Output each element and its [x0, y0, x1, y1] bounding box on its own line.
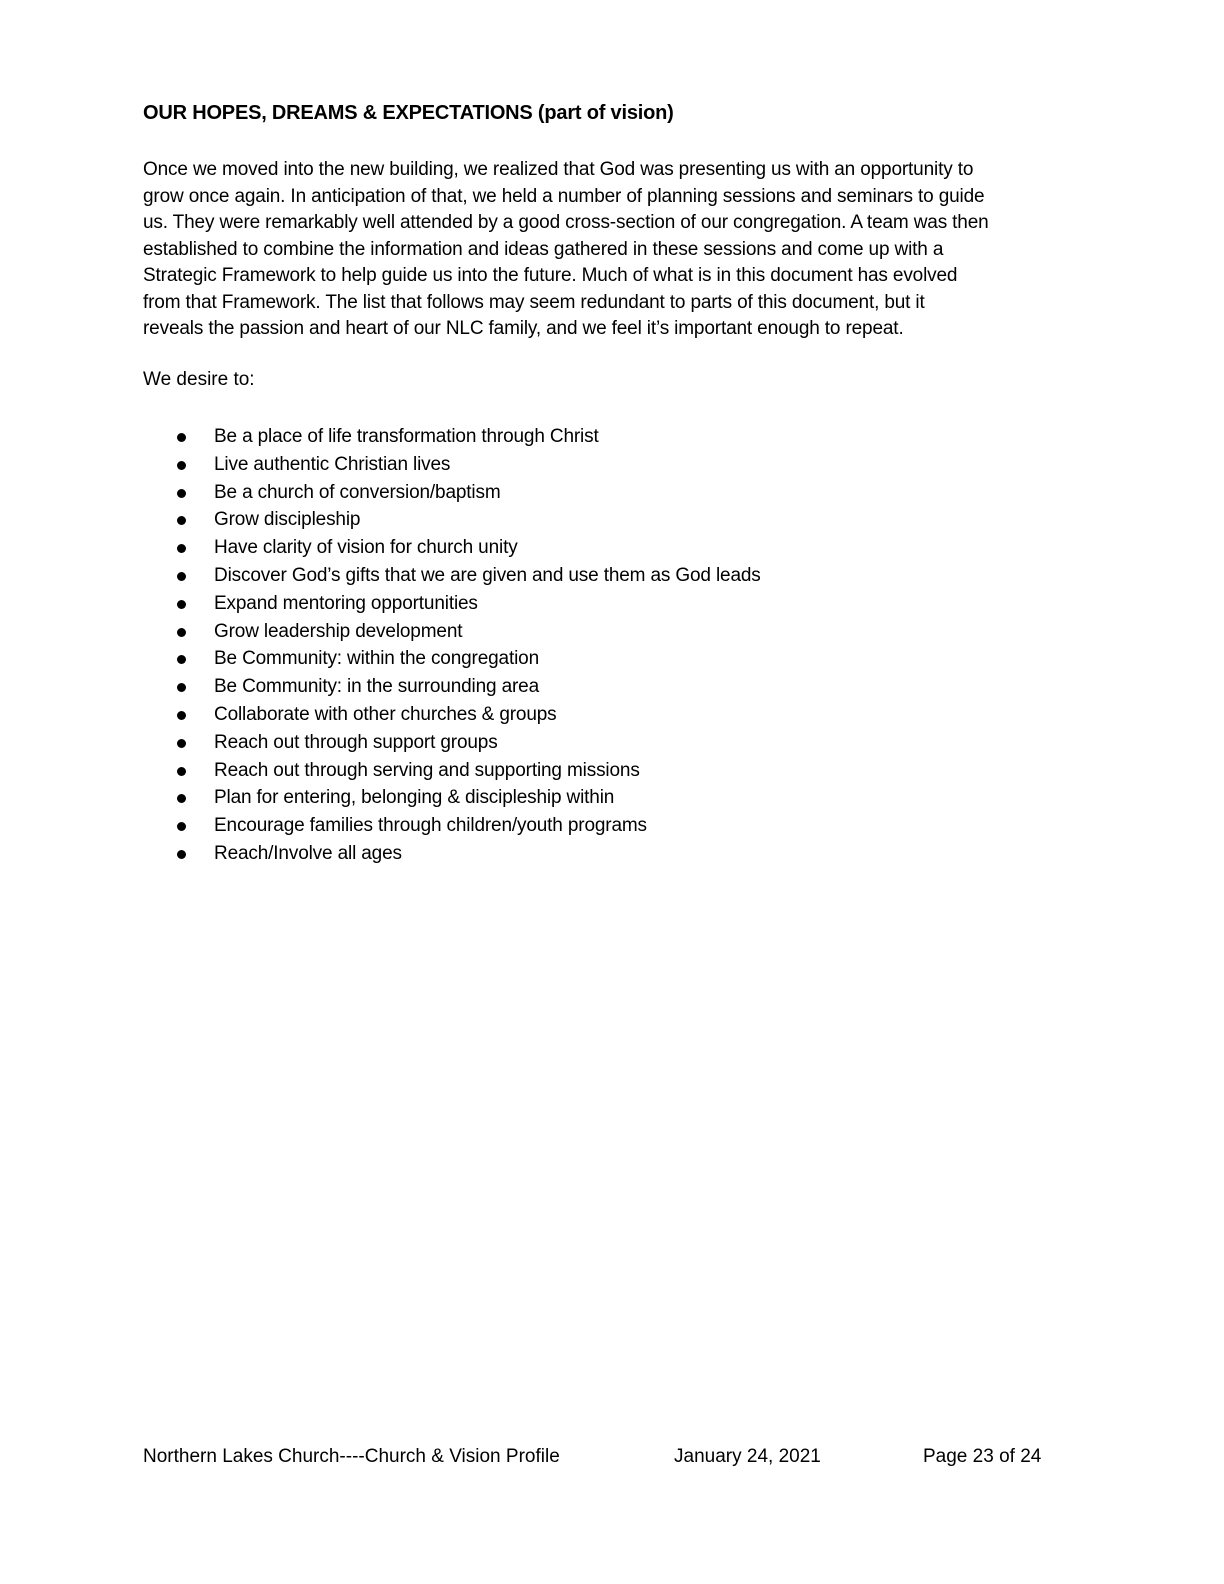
bullet-icon	[177, 544, 186, 553]
bullet-icon	[177, 794, 186, 803]
list-item-text: Grow discipleship	[214, 509, 361, 531]
paragraph-line: us. They were remarkably well attended by a good cross-section of our congregation. A team was then	[143, 212, 989, 233]
paragraph-line: Once we moved into the new building, we realized that God was presenting us with an opportunity to	[143, 159, 974, 180]
bullet-icon	[177, 822, 186, 831]
bullet-icon	[177, 572, 186, 581]
footer-title: Northern Lakes Church----Church & Vision Profile	[143, 1446, 560, 1467]
body-paragraph	[143, 157, 1083, 343]
bullet-icon	[177, 711, 186, 720]
list-item-text: Live authentic Christian lives	[214, 453, 451, 475]
list-item-text: Be a place of life transformation through Christ	[214, 426, 599, 447]
bullet-icon	[177, 683, 186, 692]
footer-date: January 24, 2021	[674, 1446, 821, 1467]
bullet-icon	[177, 461, 186, 470]
list-item-text: Collaborate with other churches & groups	[214, 703, 557, 725]
list-item-text: Have clarity of vision for church unity	[214, 537, 518, 559]
list-item-text: Reach/Involve all ages	[214, 842, 402, 864]
list-item-text: Be Community: within the congregation	[214, 648, 540, 670]
list-item-text: Encourage families through children/youth programs	[214, 815, 647, 837]
paragraph-line: reveals the passion and heart of our NLC family, and we feel it’s important enough to repeat.	[143, 318, 904, 339]
footer-page-number: Page 23 of 24	[923, 1446, 1042, 1467]
bullet-icon	[177, 739, 186, 748]
list-item-text: Grow leadership development	[214, 620, 463, 642]
bullet-icon	[177, 628, 186, 637]
bullet-icon	[177, 767, 186, 776]
bullet-icon	[177, 516, 186, 525]
list-intro: We desire to:	[143, 369, 255, 390]
list-item-text: Reach out through serving and supporting missions	[214, 759, 640, 781]
list-item-text: Reach out through support groups	[214, 731, 498, 753]
bullet-icon	[177, 655, 186, 664]
bullet-icon	[177, 433, 186, 442]
paragraph-line: grow once again. In anticipation of that, we held a number of planning sessions and seminars to guide	[143, 185, 985, 207]
paragraph-line: from that Framework. The list that follows may seem redundant to parts of this document, but it	[143, 291, 925, 313]
bullet-icon	[177, 489, 186, 498]
paragraph-line: established to combine the information and ideas gathered in these sessions and come up with a	[143, 238, 944, 260]
list-item-text: Plan for entering, belonging & discipleship within	[214, 787, 615, 809]
bullet-icon	[177, 600, 186, 609]
list-item-text: Be a church of conversion/baptism	[214, 481, 501, 503]
list-item-text: Expand mentoring opportunities	[214, 592, 478, 614]
list-item-text: Be Community: in the surrounding area	[214, 676, 540, 698]
bullet-icon	[177, 850, 186, 859]
list-item-text: Discover God’s gifts that we are given and use them as God leads	[214, 564, 761, 586]
paragraph-line: Strategic Framework to help guide us into the future. Much of what is in this document has evolved	[143, 265, 958, 286]
section-heading: OUR HOPES, DREAMS & EXPECTATIONS (part of vision)	[143, 102, 674, 124]
